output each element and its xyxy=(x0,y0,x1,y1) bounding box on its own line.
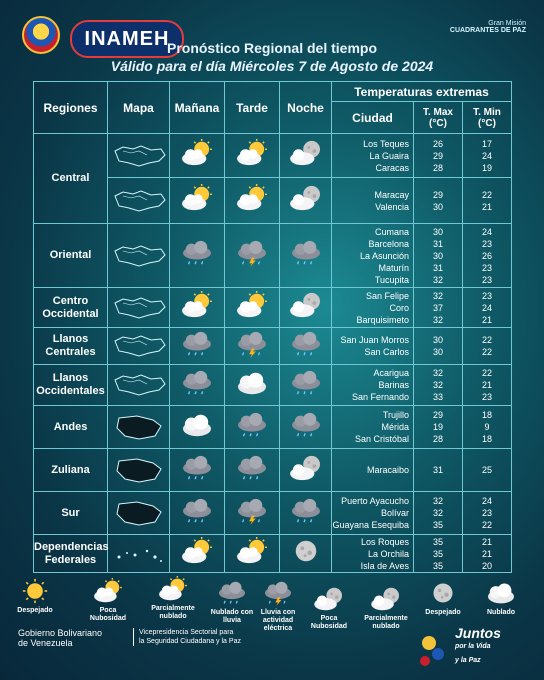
region-map xyxy=(108,328,170,365)
rain-cloud-icon xyxy=(287,330,325,358)
tmin-list: 24 23 26 23 23 xyxy=(463,224,512,288)
afternoon-forecast xyxy=(225,365,280,406)
partly-cloudy-icon xyxy=(178,184,216,212)
tmax-list: 29 19 28 xyxy=(414,406,463,449)
header-tarde: Tarde xyxy=(225,82,280,134)
inameh-logo: INAMEH xyxy=(70,20,184,58)
map-oriental-icon xyxy=(109,241,169,271)
cloudy-icon xyxy=(483,580,519,606)
slogan-line1: Juntos xyxy=(455,625,501,641)
rain-cloud-icon xyxy=(287,411,325,439)
vice-line1: Vicepresidencia Sectorial para xyxy=(139,629,234,636)
tmax-list: 30 30 xyxy=(414,328,463,365)
night-forecast xyxy=(280,406,332,449)
legend-item: Lluvia con actividad eléctrica xyxy=(252,580,304,633)
sun-icon xyxy=(17,578,53,604)
legend-item: Despejado xyxy=(12,578,58,615)
cloudy-icon xyxy=(178,411,216,439)
region-map xyxy=(108,406,170,449)
region-map xyxy=(108,288,170,328)
rain-cloud-icon xyxy=(287,239,325,267)
city-list: Acarigua Barinas San Fernando xyxy=(332,365,414,406)
page-subtitle: Válido para el día Miércoles 7 de Agosto de 2024 xyxy=(110,58,434,74)
header-noche: Noche xyxy=(280,82,332,134)
region-name: Andes xyxy=(34,406,108,449)
afternoon-forecast xyxy=(225,449,280,492)
table-row xyxy=(34,406,512,449)
table-row xyxy=(34,224,512,288)
region-map xyxy=(108,134,170,178)
moon-cloud-icon xyxy=(287,454,325,482)
region-name: Dependencias Federales xyxy=(34,535,108,573)
morning-forecast xyxy=(170,535,225,573)
night-forecast xyxy=(280,224,332,288)
legend-item: Despejado xyxy=(418,580,468,617)
night-forecast xyxy=(280,328,332,365)
partly-cloudy-icon xyxy=(233,537,271,565)
night-forecast xyxy=(280,535,332,573)
header-tmin: T. Min (°C) xyxy=(463,102,512,134)
map-andes-icon xyxy=(109,412,169,442)
night-forecast xyxy=(280,134,332,178)
night-forecast xyxy=(280,449,332,492)
map-central-icon xyxy=(109,141,169,171)
header xyxy=(0,0,544,82)
map-central-icon xyxy=(109,186,169,216)
tmax-list: 32 32 33 xyxy=(414,365,463,406)
table-row xyxy=(34,288,512,328)
region-name: Llanos Centrales xyxy=(34,328,108,365)
table-row xyxy=(34,134,512,178)
afternoon-forecast xyxy=(225,224,280,288)
partly-cloudy-icon xyxy=(233,184,271,212)
legend-item: Parcialmente nublado xyxy=(142,576,204,621)
afternoon-forecast xyxy=(225,328,280,365)
partly-cloudy-icon xyxy=(178,537,216,565)
map-zuliana-icon xyxy=(109,455,169,485)
city-list: Puerto Ayacucho Bolívar Guayana Esequiba xyxy=(332,492,414,535)
moon-cloud-icon xyxy=(287,184,325,212)
map-llanos-centrales-icon xyxy=(109,331,169,361)
partly-cloudy-icon xyxy=(178,139,216,167)
tmin-list: 22 22 xyxy=(463,328,512,365)
header-mapa: Mapa xyxy=(108,82,170,134)
rain-cloud-icon xyxy=(233,411,271,439)
morning-forecast xyxy=(170,288,225,328)
night-forecast xyxy=(280,178,332,224)
footer xyxy=(0,618,544,680)
moon-cloud-icon xyxy=(287,291,325,319)
forecast-table xyxy=(33,81,512,573)
header-tmax: T. Max (°C) xyxy=(414,102,463,134)
map-dependencias-icon xyxy=(109,539,169,569)
city-list: Trujillo Mérida San Cristóbal xyxy=(332,406,414,449)
region-name: Central xyxy=(34,134,108,224)
gobierno-bolivariano-logo xyxy=(18,628,102,648)
vicepresidencia-text xyxy=(133,628,241,646)
city-list: San Felipe Coro Barquisimeto xyxy=(332,288,414,328)
table-row xyxy=(34,365,512,406)
partly-cloudy-icon xyxy=(155,576,191,602)
header-manana: Mañana xyxy=(170,82,225,134)
afternoon-forecast xyxy=(225,406,280,449)
region-name: Llanos Occidentales xyxy=(34,365,108,406)
morning-forecast xyxy=(170,178,225,224)
region-name: Sur xyxy=(34,492,108,535)
table-row xyxy=(34,492,512,535)
cuadrantes-de-paz-logo xyxy=(450,20,526,34)
tmin-list: 24 23 22 xyxy=(463,492,512,535)
tmin-list: 17 24 19 xyxy=(463,134,512,178)
rain-cloud-icon xyxy=(178,497,216,525)
region-map xyxy=(108,492,170,535)
moon-cloud-icon xyxy=(287,139,325,167)
gob-line2: de Venezuela xyxy=(18,638,73,648)
tmax-list: 29 30 xyxy=(414,178,463,224)
partly-cloudy-icon xyxy=(233,291,271,319)
vice-line2: la Seguridad Ciudadana y la Paz xyxy=(139,638,241,645)
map-llanos-occidentales-icon xyxy=(109,370,169,400)
tmin-list: 22 21 23 xyxy=(463,365,512,406)
cloudy-icon xyxy=(233,369,271,397)
night-forecast xyxy=(280,288,332,328)
morning-forecast xyxy=(170,365,225,406)
table-row xyxy=(34,449,512,492)
tmax-list: 32 37 32 xyxy=(414,288,463,328)
tmin-list: 22 21 xyxy=(463,178,512,224)
night-forecast xyxy=(280,492,332,535)
slogan-line3: y la Paz xyxy=(455,657,481,664)
afternoon-forecast xyxy=(225,535,280,573)
rain-cloud-icon xyxy=(233,454,271,482)
rain-cloud-icon xyxy=(178,369,216,397)
right-logo-line2: CUADRANTES DE PAZ xyxy=(449,27,526,34)
region-map xyxy=(108,365,170,406)
rain-cloud-icon xyxy=(178,454,216,482)
legend-item: Poca Nubosidad xyxy=(304,586,354,631)
city-list: Maracaibo xyxy=(332,449,414,492)
tmax-list: 31 xyxy=(414,449,463,492)
region-map xyxy=(108,224,170,288)
tmin-list: 18 9 18 xyxy=(463,406,512,449)
right-logo-line1: Gran Misión xyxy=(488,20,526,27)
header-regiones: Regiones xyxy=(34,82,108,134)
slogan-dot-icon xyxy=(420,656,430,666)
city-list: Los Roques La Orchila Isla de Aves xyxy=(332,535,414,573)
page-title: Pronóstico Regional del tiempo xyxy=(166,40,378,56)
region-name: Zuliana xyxy=(34,449,108,492)
afternoon-forecast xyxy=(225,492,280,535)
morning-forecast xyxy=(170,224,225,288)
tmin-list: 23 24 21 xyxy=(463,288,512,328)
tmax-list: 30 31 30 31 32 xyxy=(414,224,463,288)
legend-item: Nublado xyxy=(476,580,526,617)
region-name: Oriental xyxy=(34,224,108,288)
table-row xyxy=(34,328,512,365)
afternoon-forecast xyxy=(225,178,280,224)
thunderstorm-icon xyxy=(233,239,271,267)
rain-cloud-icon xyxy=(287,497,325,525)
thunderstorm-icon xyxy=(233,330,271,358)
morning-forecast xyxy=(170,406,225,449)
map-sur-icon xyxy=(109,498,169,528)
rain-cloud-icon xyxy=(178,330,216,358)
morning-forecast xyxy=(170,449,225,492)
city-list: Maracay Valencia xyxy=(332,178,414,224)
slogan-dot-icon xyxy=(432,648,444,660)
legend-item: Poca Nubosidad xyxy=(84,578,132,623)
partly-cloudy-icon xyxy=(233,139,271,167)
morning-forecast xyxy=(170,492,225,535)
gob-line1: Gobierno Bolivariano xyxy=(18,628,103,638)
region-map xyxy=(108,178,170,224)
header-ciudad: Ciudad xyxy=(332,102,414,134)
map-centro-occidental-icon xyxy=(109,293,169,323)
tmax-list: 26 29 28 xyxy=(414,134,463,178)
night-forecast xyxy=(280,365,332,406)
table-row xyxy=(34,535,512,573)
partly-cloudy-icon xyxy=(178,291,216,319)
thunderstorm-icon xyxy=(233,497,271,525)
thunderstorm-icon xyxy=(260,580,296,606)
slogan-line2: por la Vida xyxy=(455,643,491,650)
moon-icon xyxy=(425,580,461,606)
region-name: Centro Occidental xyxy=(34,288,108,328)
moon-cloud-icon xyxy=(368,586,404,612)
legend-item: Parcialmente nublado xyxy=(356,586,416,631)
slogan xyxy=(455,626,501,668)
morning-forecast xyxy=(170,134,225,178)
region-map xyxy=(108,449,170,492)
moon-cloud-icon xyxy=(311,586,347,612)
city-list: San Juan Morros San Carlos xyxy=(332,328,414,365)
rain-cloud-icon xyxy=(287,369,325,397)
legend-item: Nublado con lluvia xyxy=(207,580,257,625)
afternoon-forecast xyxy=(225,288,280,328)
afternoon-forecast xyxy=(225,134,280,178)
region-map xyxy=(108,535,170,573)
rain-cloud-icon xyxy=(214,580,250,606)
tmin-list: 25 xyxy=(463,449,512,492)
city-list: Cumana Barcelona La Asunción Maturín Tucupita xyxy=(332,224,414,288)
tmax-list: 32 32 35 xyxy=(414,492,463,535)
rain-cloud-icon xyxy=(178,239,216,267)
header-temp-extremas: Temperaturas extremas xyxy=(332,82,512,102)
moon-icon xyxy=(287,537,325,565)
partly-cloudy-icon xyxy=(90,578,126,604)
tmax-list: 35 35 35 xyxy=(414,535,463,573)
morning-forecast xyxy=(170,328,225,365)
city-list: Los Teques La Guaira Caracas xyxy=(332,134,414,178)
tmin-list: 21 21 20 xyxy=(463,535,512,573)
